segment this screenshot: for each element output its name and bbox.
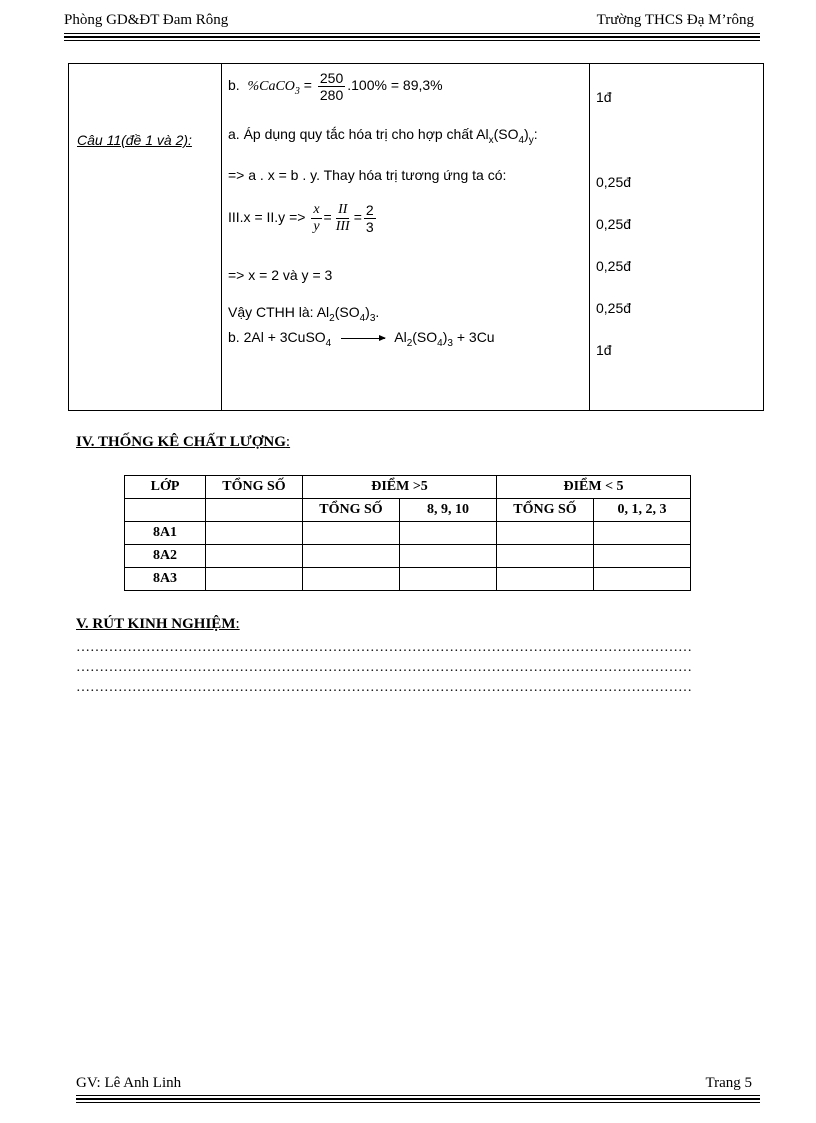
col-header-above-5: ĐIỂM >5	[303, 476, 497, 499]
dotted-line: ……………………………………………………………………………………………………………………	[76, 640, 692, 655]
footer-teacher: GV: Lê Anh Linh	[76, 1075, 182, 1091]
answer-line-b-percent: b. %CaCO$_3$ = $\frac{250}{280}$ .100% = 89,3%	[228, 70, 443, 103]
sub-header-total: TỔNG SỐ	[497, 499, 594, 522]
footer-rule	[76, 1095, 760, 1096]
score-value: 0,25đ	[596, 216, 632, 232]
col-header-below-5: ĐIỂM < 5	[497, 476, 691, 499]
quality-stats-table	[124, 475, 691, 591]
table-row: 8A2	[125, 545, 691, 568]
col-header-total: TỔNG SỐ	[206, 476, 303, 499]
col-header-class: LỚP	[125, 476, 206, 499]
table-row: 8A3	[125, 568, 691, 591]
answer-line-formula: Vậy CTHH là: $Al_2(SO_4)_3$.	[228, 304, 380, 324]
footer-rule-bottom	[76, 1102, 760, 1103]
header-rule-bottom	[64, 40, 760, 41]
section-quality-stats-title: IV. THỐNG KÊ CHẤT LƯỢNG:	[76, 434, 291, 450]
header-rule	[64, 33, 760, 34]
answer-line-reaction: b. 2Al + 3CuSO$_4$ $Al_2(SO_4)_3 + 3Cu$	[228, 329, 495, 349]
score-value: 0,25đ	[596, 258, 632, 274]
score-value: 0,25đ	[596, 174, 632, 190]
header-rule-thick	[64, 36, 760, 38]
reaction-arrow-icon	[341, 338, 385, 339]
question-column	[69, 64, 222, 410]
sub-header-total: TỔNG SỐ	[303, 499, 400, 522]
dotted-line: ……………………………………………………………………………………………………………………	[76, 680, 692, 695]
question-label: Câu 11(đề 1 và 2):	[77, 132, 192, 148]
header-school-office: Phòng GD&ĐT Đam Rông	[64, 12, 229, 28]
header-school-name: Trường THCS Đạ M’rông	[596, 12, 754, 28]
table-row: 8A1	[125, 522, 691, 545]
section-lessons-title: V. RÚT KINH NGHIỆM:	[76, 616, 240, 632]
answer-table	[68, 63, 764, 411]
answer-line-substitution: III.x = II.y => $\frac{x}{y}$ = $\frac{II}{\text{III}}$ = $\frac{2}{3}$	[228, 202, 374, 235]
sub-header-range: 0, 1, 2, 3	[594, 499, 691, 522]
score-value: 1đ	[596, 89, 612, 105]
answer-line-result: => x = 2 và y = 3	[228, 267, 333, 283]
sub-header-range: 8, 9, 10	[400, 499, 497, 522]
answer-line-equation: => a . x = b . y. Thay hóa trị tương ứng ta có:	[228, 167, 507, 183]
score-value: 1đ	[596, 342, 612, 358]
score-column	[589, 64, 763, 410]
score-value: 0,25đ	[596, 300, 632, 316]
footer-rule-thick	[76, 1098, 760, 1100]
answer-column	[221, 64, 590, 410]
answer-line-a-rule: a. Áp dụng quy tắc hóa trị cho hợp chất $Al_x(SO_4)_y$:	[228, 126, 538, 146]
footer-page-number: Trang 5	[705, 1075, 752, 1091]
dotted-line: ……………………………………………………………………………………………………………………	[76, 660, 692, 675]
